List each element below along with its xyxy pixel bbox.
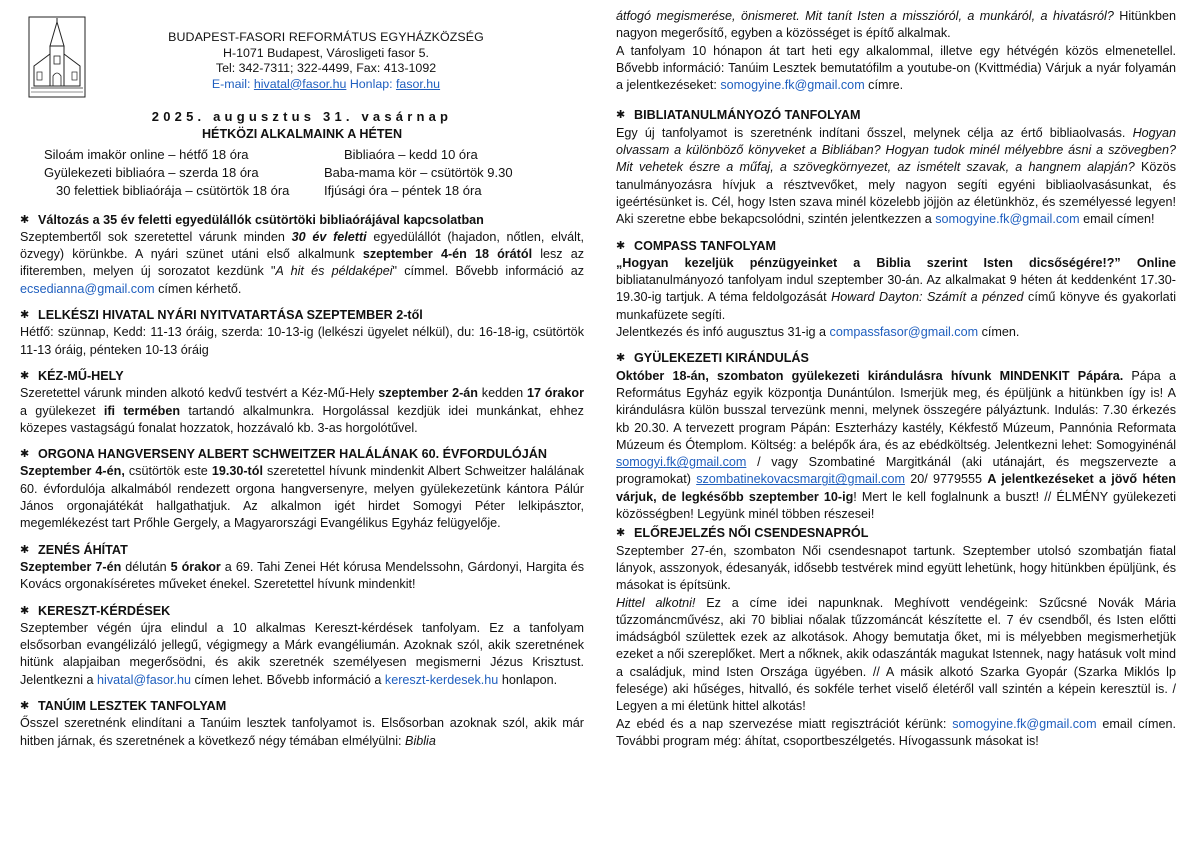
church-phone: Tel: 342-7311; 322-4499, Fax: 413-1092	[215, 61, 437, 75]
section-body: Szeptember 4-én, csütörtök este 19.30-tól szeretettel hívunk mindenkit Albert Schweitzer halálának 60. évfordulója alkalmából rendezett orgona hangversenyre, melyen gyülekezetünk kántora Pálúr János orgonajátékát hallgathatjuk. Az alkalmon igét hirdet Somogyi Péter lelkipásztor, megemlékezést tart Prőhle Gergely, a Magyarországi Evangélikus Egyház felügyelője.	[20, 464, 584, 531]
section-body: Szeretettel várunk minden alkotó kedvű testvért a Kéz-Mű-Hely szeptember 2-án kedden 17 órakor a gyülekezet ifi termében tartandó alkalmunkra. Horgolással kezdjük idei munkánkat, ehhez közepes vastagságú fonalat hozzatok, hozzávaló kb. 3-as horgolótűvel.	[20, 386, 584, 435]
section-compass	[616, 238, 1176, 342]
date-line: 2025. augusztus 31. vasárnap	[151, 109, 453, 124]
section-womens-day	[616, 525, 1176, 750]
asterisk-icon: ✱	[616, 352, 626, 365]
email-link[interactable]: somogyine.fk@gmail.com	[952, 716, 1097, 731]
section-title: ZENÉS ÁHÍTAT	[38, 542, 128, 557]
church-name: BUDAPEST-FASORI REFORMÁTUS EGYHÁZKÖZSÉG	[168, 30, 484, 44]
asterisk-icon: ✱	[616, 239, 626, 252]
section-bible-study	[616, 107, 1176, 228]
schedule-item: Baba-mama kör – csütörtök 9.30	[324, 164, 513, 180]
schedule-item: 30 felettiek bibliaórája – csütörtök 18 óra	[56, 182, 290, 198]
section-body: Jelentkezés és infó augusztus 31-ig a compassfasor@gmail.com címen.	[616, 325, 1020, 340]
church-icon	[28, 16, 86, 98]
section-body: Egy új tanfolyamot is szeretnénk indítani ősszel, melynek célja az értő bibliaolvasás. Hogyan olvassam a különböző könyveket a Bibliában? Hogyan tudok minél mélyebbre ásni a szövegben? Mit vehetek észre a műfaj, a szövegkörnyezet, az ismételt szavak, a hangnem alapján? Közös tanulmányozásra hívjuk a résztvevőket, mely nagyon segíti egyéni bibliaolvasásunkat, és igeértésünket is. Cél, hogy Isten szava minél közelebb jöjjön az életünkhöz, és személyessé legyen! Aki szeretne ebbe bekapcsolódni, szintén jelentkezzen a somogyine.fk@gmail.com email címen!	[616, 125, 1176, 227]
section-title: KÉZ-MŰ-HELY	[38, 368, 124, 383]
email-link[interactable]: compassfasor@gmail.com	[829, 325, 979, 340]
email-link[interactable]: somogyine.fk@gmail.com	[935, 212, 1080, 227]
weekly-schedule	[20, 146, 584, 200]
schedule-item: Gyülekezeti bibliaóra – szerda 18 óra	[44, 164, 259, 180]
section-title: ORGONA HANGVERSENY ALBERT SCHWEITZER HALÁLÁNAK 60. ÉVFORDULÓJÁN	[38, 447, 547, 462]
section-body: „Hogyan kezeljük pénzügyeinket a Biblia szerint Isten dicsőségére!?” Online bibliatanulmányozó tanfolyam indul szeptember 30-án. Az alkalmakat 9 héten át keddenként 17.30-19.30-ig tartjuk. A téma feldolgozását Howard Dayton: Számít a pénzed című könyve és gyakorlati munkafüzete segíti.	[616, 255, 1177, 322]
week-title: HÉTKÖZI ALKALMAINK A HÉTEN	[201, 127, 403, 142]
section-kereszt-kerdesek	[20, 603, 584, 689]
email-link[interactable]: somogyine.fk@gmail.com	[720, 78, 865, 93]
section-title: GYÜLEKEZETI KIRÁNDULÁS	[634, 351, 809, 366]
office-email-link[interactable]: hivatal@fasor.hu	[253, 76, 347, 91]
section-body: Az ebéd és a nap szervezése miatt regisztrációt kérünk: somogyine.fk@gmail.com email címen. További program még: áhítat, csoportbeszélgetés. Hívogassunk másokat is!	[616, 716, 1176, 748]
website-link[interactable]: kereszt-kerdesek.hu	[384, 672, 499, 687]
schedule-item: Siloám imakör online – hétfő 18 óra	[44, 146, 249, 162]
section-title: COMPASS TANFOLYAM	[634, 238, 777, 253]
section-body: Hétfő: szünnap, Kedd: 11-13 óráig, szerda: 10-13-ig (lelkészi ügyelet nélkül), du: 16-18-ig, csütörtök 11-13 óráig, pénteken 10-13 óráig	[20, 325, 584, 357]
left-column	[20, 0, 584, 750]
contact-line	[146, 77, 506, 93]
asterisk-icon: ✱	[20, 309, 30, 322]
topics-part1: Biblia	[405, 733, 436, 748]
email-link[interactable]: szombatinekovacsmargit@gmail.com	[696, 472, 905, 487]
section-title: BIBLIATANULMÁNYOZÓ TANFOLYAM	[634, 108, 861, 123]
homepage-label: Honlap:	[346, 76, 396, 91]
section-body: Hittel alkotni! Ez a címe idei napunknak. Meghívott vendégeink: Szűcsné Novák Mária tűzzománcművész, aki 70 bibliai nőalak tűzzománcát készítette el. 7 év csendből, és Isten előtti imádságból születtek ezek az alkotások. Ahogy bemutatja őket, mi is mélyebben megismerhetjük ezeket a női szereplőket. Mert a nőknek, akik odaszánták magukat Istennek, nagy hatásuk volt mind a családjuk, mind Isten Országa ügyében. // A másik alkotó Szarka Gyopár (Szarka Miklós lp felesége) aki hűséges, hitvalló, és sokféle terhet viselő életéről vall szintén a képein keresztül is. / Legyen a mi életünk hittel alkotás!	[616, 595, 1176, 714]
section-title: KERESZT-KÉRDÉSEK	[38, 603, 171, 618]
section-music-devotion	[20, 542, 584, 594]
section-body: Szeptember 27-én, szombaton Női csendesnapot tartunk. Szeptember utolsó szombatján fiatal lányok, asszonyok, édesanyák, idősebb testvérek mind együtt lehetünk, hogy hitünkben épüljünk, és másokat is építsünk.	[616, 543, 1176, 593]
right-column	[616, 8, 1176, 750]
header-text	[146, 30, 506, 92]
section-excursion	[616, 350, 1176, 523]
section-organ-concert	[20, 446, 584, 532]
section-body-continued: átfogó megismerése, önismeret. Mit tanít Isten a misszióról, a munkáról, a hivatásról? Hitünkben nagyon megerősítő, egyben a közösséget is építő alkalmak.	[616, 9, 1176, 41]
asterisk-icon: ✱	[616, 527, 626, 540]
email-link[interactable]: ecsedianna@gmail.com	[20, 281, 155, 296]
email-link[interactable]: somogyi.fk@gmail.com	[616, 455, 747, 470]
schedule-item: Ifjúsági óra – péntek 18 óra	[324, 182, 482, 198]
email-label: E-mail:	[211, 76, 254, 91]
section-title: LELKÉSZI HIVATAL NYÁRI NYITVATARTÁSA SZEPTEMBER 2-től	[38, 308, 423, 323]
section-office-hours	[20, 307, 584, 359]
section-kez-mu-hely	[20, 368, 584, 437]
section-body: Szeptembertől sok szeretettel várunk minden 30 év feletti egyedülállót (hajadon, nőtlen, elvált, özvegy) körünkbe. A nyári szünet utáni első alkalmunk szeptember 4-én 18 órától lesz az ifiteremben, melyen új sorozatot kezdünk "A hit és példaképei" címmel. Bővebb információ az ecsedianna@gmail.com címen kérhető.	[20, 229, 585, 296]
asterisk-icon: ✱	[20, 448, 30, 461]
section-body: Október 18-án, szombaton gyülekezeti kirándulásra hívunk MINDENKIT Pápára. Pápa a Református Egyház egyik központja Dunántúlon. Ismerjük meg, és épüljünk a hitünkben így is! A kirándulásra külön busszal tervezünk menni, melynek összegére pályáztunk. Indulás: 7.30 érkezés kb 20.30. A tervezett program Pápán: Eszterházy kastély, Kékfestő Múzeum, Pannónia Reformata Múzeum és Ótemplom. Költség: a belépők ára, és az ebédköltség. Jelentkezni lehet: Somogyinénál somogyi.fk@gmail.com / vagy Szombatiné Margitkánál (aki utánajárt, és megszervezte a programokat) szombatinekovacsmargit@gmail.com 20/ 9779555 A jelentkezéseket a jövő héten várjuk, de legkésőbb szeptember 10-ig! Mert le kell foglalnunk a buszt! // ÉLMÉNY gyülekezeti közösségben! Legyünk minél többen részesei!	[616, 368, 1176, 522]
section-title: Változás a 35 év feletti egyedülállók csütörtöki bibliaórájával kapcsolatban	[38, 212, 484, 227]
asterisk-icon: ✱	[20, 213, 30, 226]
header	[20, 0, 584, 100]
asterisk-icon: ✱	[20, 700, 30, 713]
church-address: H-1071 Budapest, Városligeti fasor 5.	[223, 45, 429, 60]
asterisk-icon: ✱	[20, 604, 30, 617]
section-singles	[20, 212, 584, 298]
asterisk-icon: ✱	[616, 109, 626, 122]
section-body: Szeptember 7-én délután 5 órakor a 69. Tahi Zenei Hét kórusa Mendelssohn, Gárdonyi, Hargita és Kovács orgonakíséretes műveket énekel. Szeretettel hívunk mindenkit!	[20, 559, 584, 592]
asterisk-icon: ✱	[20, 369, 30, 382]
schedule-item: Bibliaóra – kedd 10 óra	[344, 146, 478, 162]
section-body: Szeptember végén újra elindul a 10 alkalmas Kereszt-kérdések tanfolyam. Ez a tanfolyam elsősorban evangélizáló jellegű, végigmegy a Márk evangéliumán. Azoknak szól, akik szeretnének hitünk alapjaiban megerősödni, és akik szeretnék személyesen megismerni Jézus Krisztust. Jelentkezni a hivatal@fasor.hu címen lehet. Bővebb információ a kereszt-kerdesek.hu honlapon.	[20, 620, 584, 687]
homepage-link[interactable]: fasor.hu	[395, 76, 441, 91]
section-title: ELŐREJELZÉS NŐI CSENDESNAPRÓL	[634, 526, 869, 541]
asterisk-icon: ✱	[20, 543, 30, 556]
section-title: TANÚIM LESZTEK TANFOLYAM	[38, 699, 227, 714]
topics-part2: átfogó megismerése, önismeret. Mit tanít Isten a misszióról, a munkáról, a hivatásról?	[616, 9, 1114, 23]
section-body: Ősszel szeretnénk elindítani a Tanúim lesztek tanfolyamot is. Elsősorban azoknak szól, akik már hitben járnak, és szeretnének a következő négy témában elmélyülni: Biblia	[20, 716, 584, 748]
section-body: A tanfolyam 10 hónapon át tart heti egy alkalommal, illetve egy hétvégén közös elmenetellel. Bővebb információ: Tanúim Lesztek bemutatófilm a youtube-on (Kvittmédia) Várjuk a nyár folyamán a jelentkezéseket: somogyine.fk@gmail.com címre.	[616, 43, 1176, 93]
topics-source	[0, 0, 1, 1]
email-link[interactable]: hivatal@fasor.hu	[97, 672, 192, 687]
section-tanuim-lesztek	[20, 698, 584, 750]
